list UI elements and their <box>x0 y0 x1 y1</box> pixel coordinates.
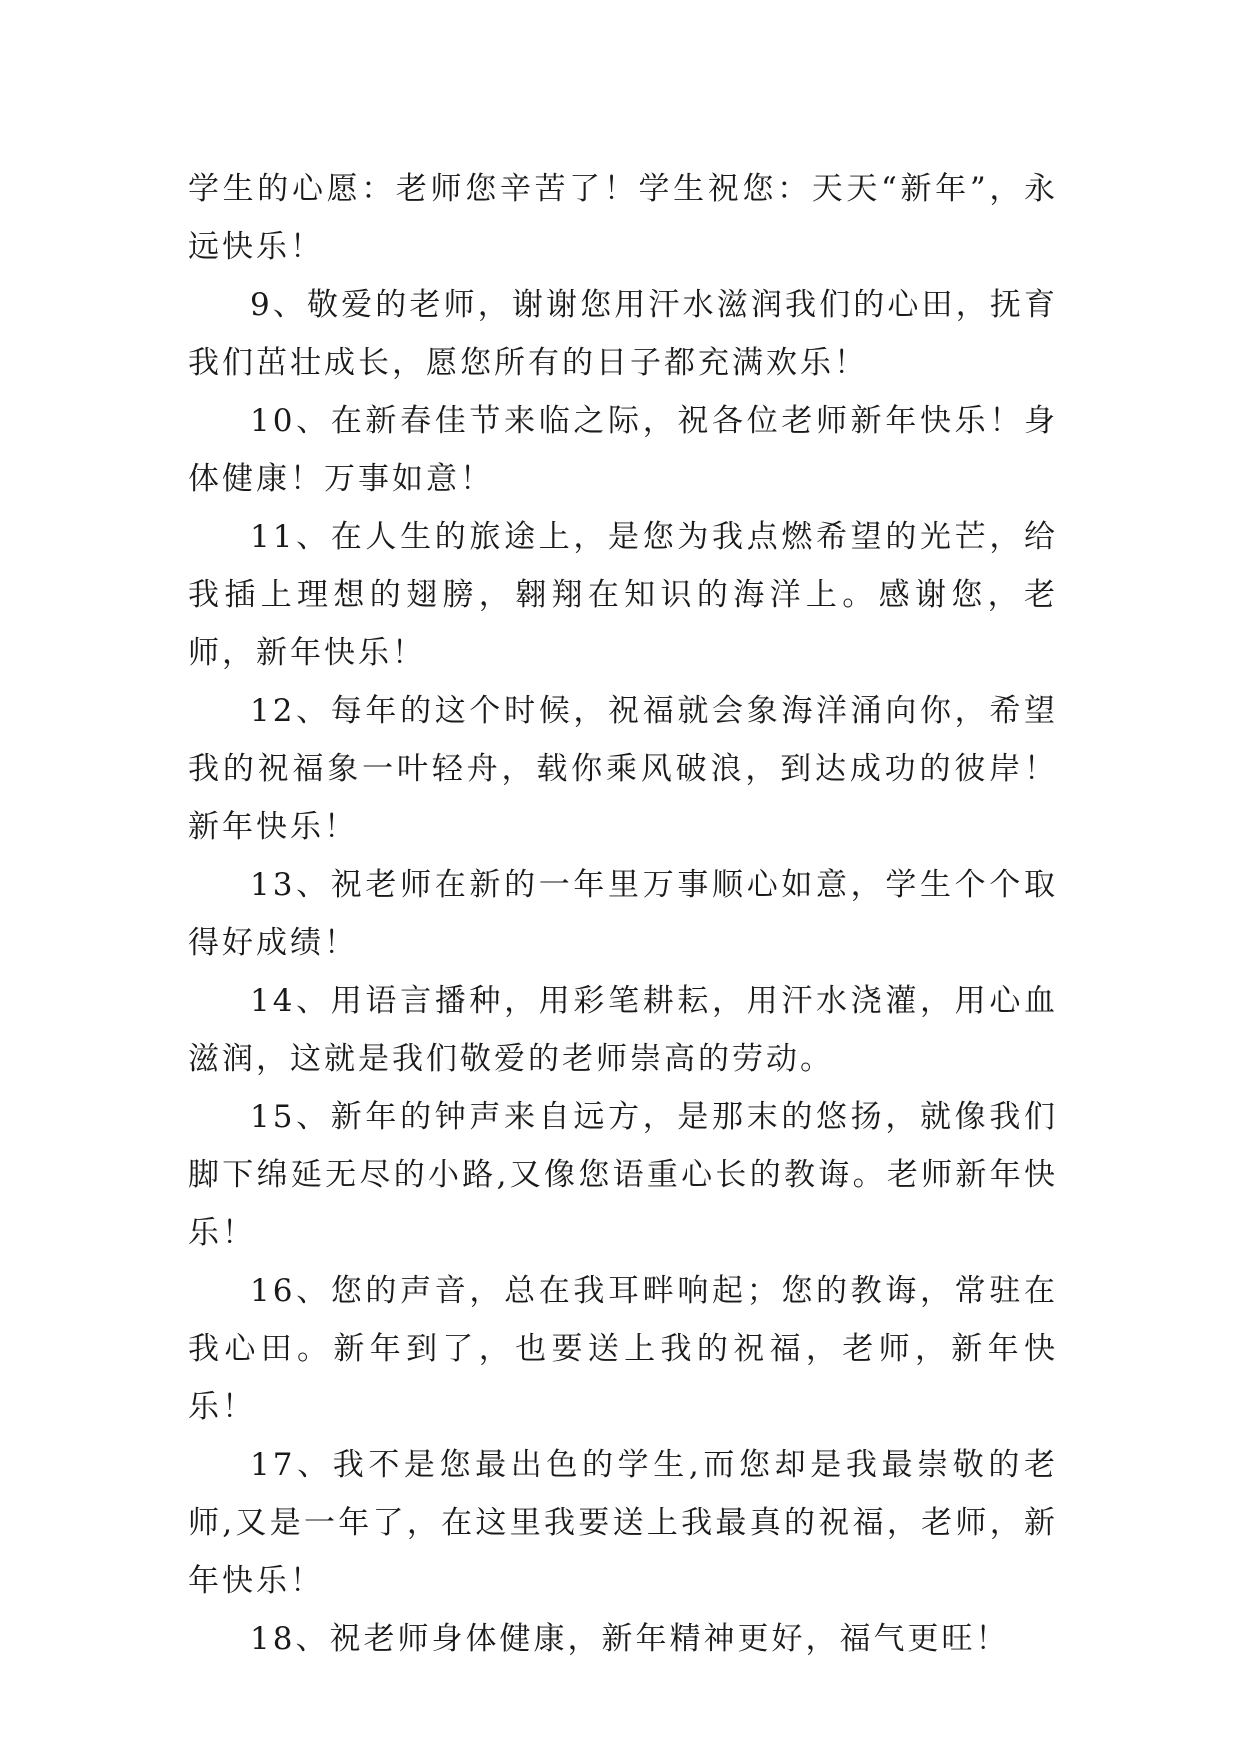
paragraph-13: 13、祝老师在新的一年里万事顺心如意，学生个个取得好成绩！ <box>188 867 1058 961</box>
paragraph-11: 11、在人生的旅途上，是您为我点燃希望的光芒，给我插上理想的翅膀，翱翔在知识的海洋上。感谢您，老师，新年快乐！ <box>188 519 1058 671</box>
paragraph-16: 16、您的声音，总在我耳畔响起；您的教诲，常驻在我心田。新年到了，也要送上我的祝福，老师，新年快乐！ <box>188 1273 1058 1425</box>
paragraph-12: 12、每年的这个时候，祝福就会象海洋涌向你，希望我的祝福象一叶轻舟，载你乘风破浪，到达成功的彼岸！新年快乐！ <box>188 693 1058 845</box>
document-body <box>188 160 1058 1668</box>
paragraph-18: 18、祝老师身体健康，新年精神更好，福气更旺！ <box>250 1621 1010 1657</box>
paragraph-continued: 学生的心愿：老师您辛苦了！学生祝您：天天“新年”，永远快乐！ <box>188 171 1058 265</box>
paragraph-14: 14、用语言播种，用彩笔耕耘，用汗水浇灌，用心血滋润，这就是我们敬爱的老师崇高的劳动。 <box>188 983 1058 1077</box>
paragraph-15: 15、新年的钟声来自远方，是那末的悠扬，就像我们脚下绵延无尽的小路,又像您语重心长的教诲。老师新年快乐！ <box>188 1099 1058 1251</box>
paragraph-9: 9、敬爱的老师，谢谢您用汗水滋润我们的心田，抚育我们茁壮成长，愿您所有的日子都充满欢乐！ <box>188 287 1058 381</box>
paragraph-17: 17、我不是您最出色的学生,而您却是我最崇敬的老师,又是一年了，在这里我要送上我最真的祝福，老师，新年快乐！ <box>188 1447 1058 1599</box>
paragraph-10: 10、在新春佳节来临之际，祝各位老师新年快乐！身体健康！万事如意！ <box>188 403 1058 497</box>
